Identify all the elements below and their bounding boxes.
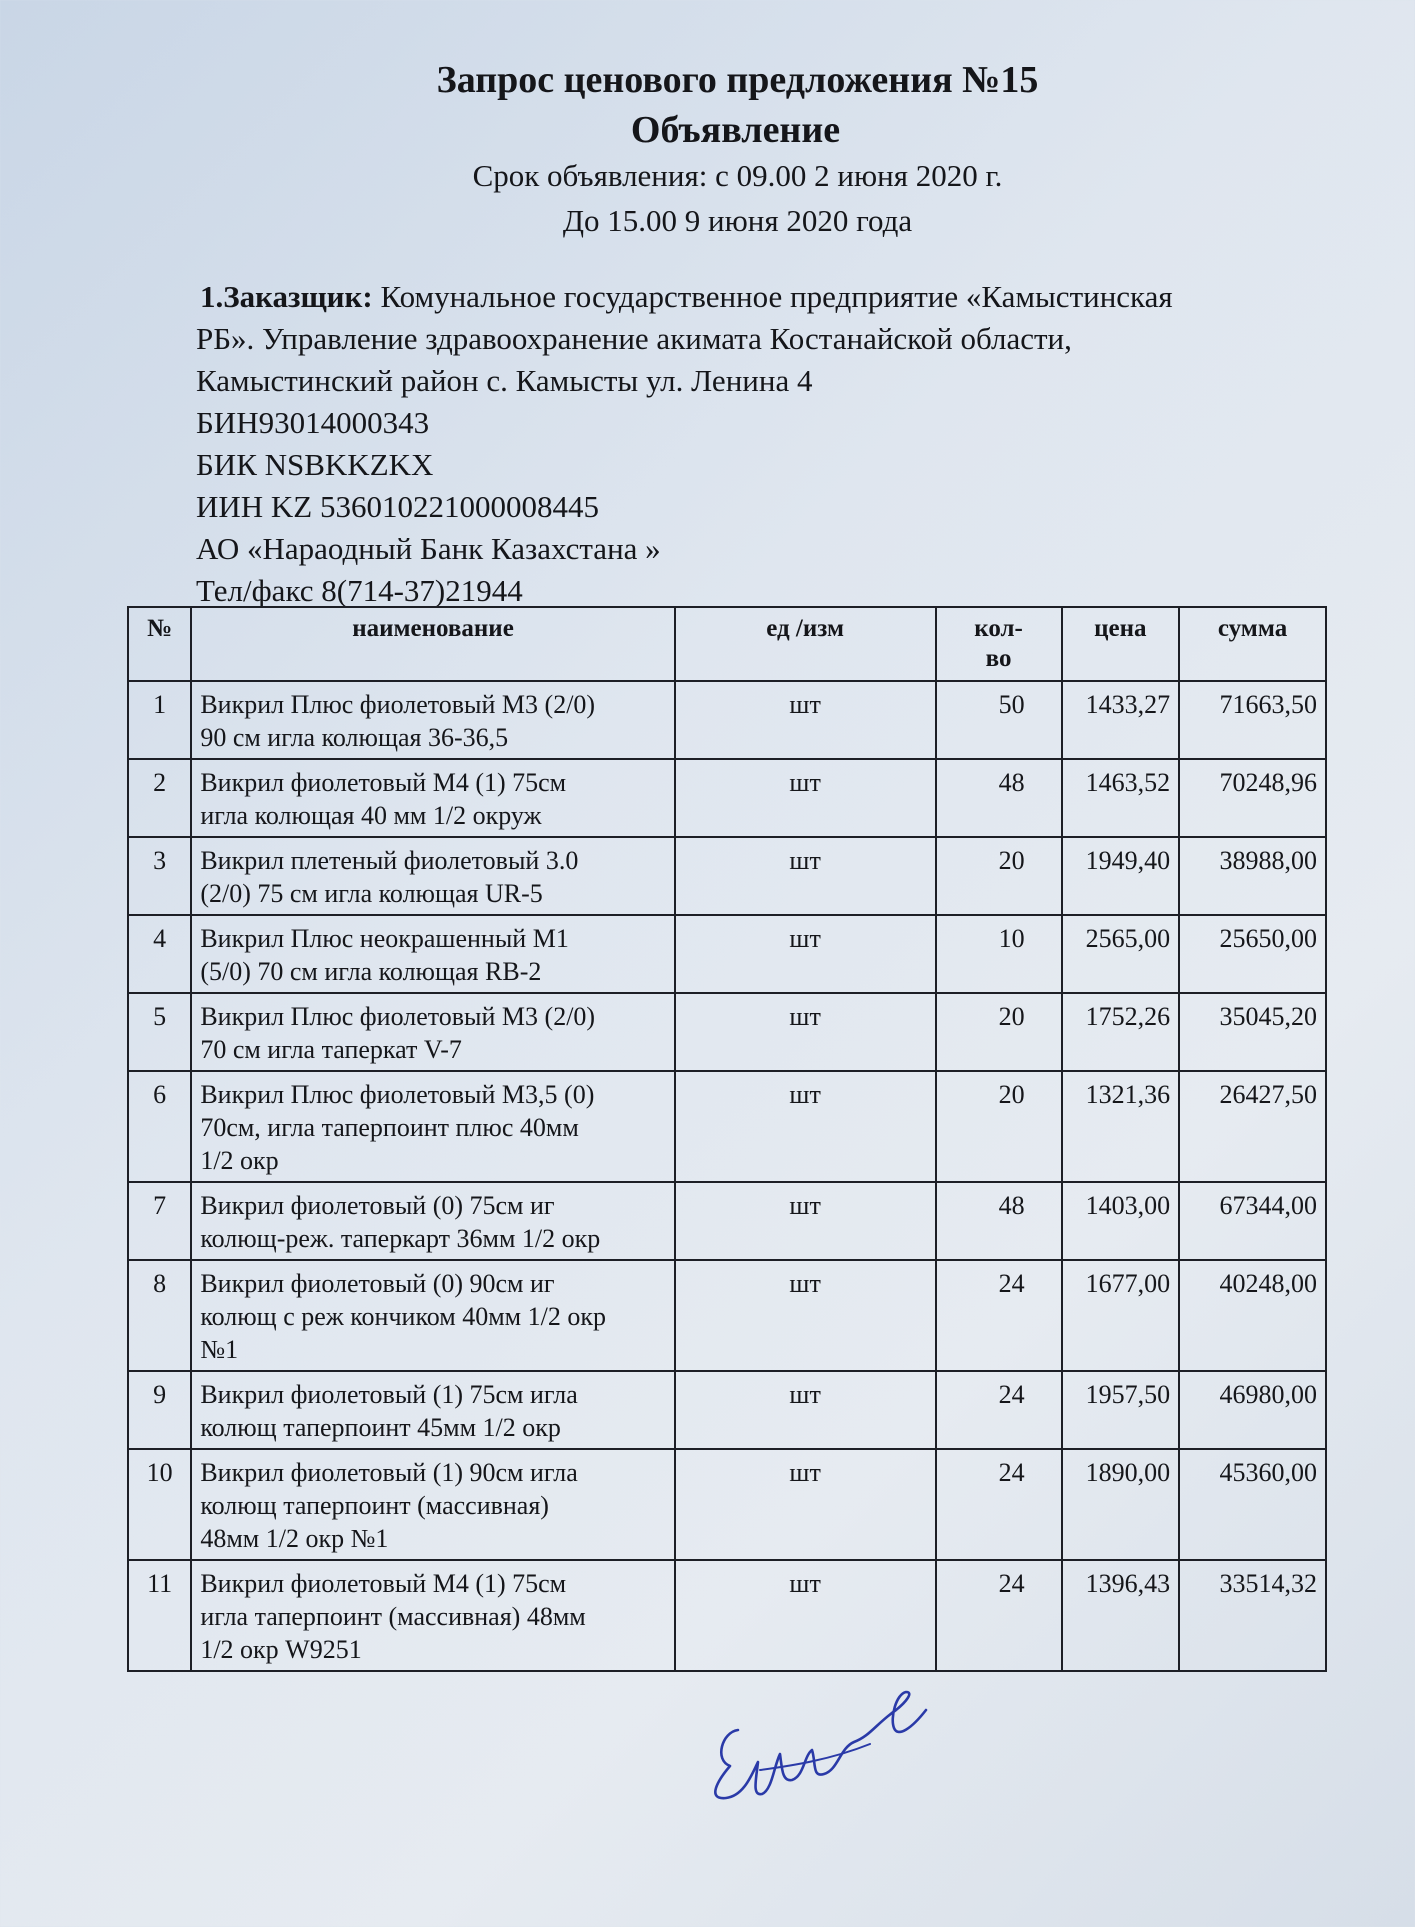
table-header-row <box>128 607 1326 681</box>
row-sum: 26427,50 <box>1179 1071 1326 1182</box>
row-unit: шт <box>675 759 936 837</box>
header-qty-line1: кол- <box>974 615 1023 642</box>
row-sum: 40248,00 <box>1179 1260 1326 1371</box>
row-name <box>191 1260 674 1371</box>
table-row <box>128 1449 1326 1560</box>
row-sum: 38988,00 <box>1179 837 1326 915</box>
row-number: 4 <box>128 915 191 993</box>
row-price: 1957,50 <box>1062 1371 1179 1449</box>
row-name-line: Викрил Плюс фиолетовый М3 (2/0) <box>200 1002 596 1031</box>
table-row <box>128 1071 1326 1182</box>
row-number: 1 <box>128 681 191 759</box>
row-name-line: Викрил Плюс фиолетовый М3,5 (0) <box>200 1080 595 1109</box>
row-name <box>191 759 674 837</box>
row-name-line: (2/0) 75 см игла колющая UR-5 <box>200 879 543 908</box>
row-name-line: Викрил Плюс фиолетовый М3 (2/0) <box>200 690 596 719</box>
row-name <box>191 1371 674 1449</box>
row-quantity: 24 <box>936 1371 1062 1449</box>
document-title: Запрос ценового предложения №15 <box>436 59 1039 101</box>
row-name-line: 70 см игла таперкат V-7 <box>200 1035 462 1064</box>
header-unit: ед /изм <box>675 607 936 681</box>
row-price: 1677,00 <box>1062 1260 1179 1371</box>
customer-phone: Тел/факс 8(714-37)21944 <box>196 573 523 608</box>
row-unit: шт <box>675 1182 936 1260</box>
row-name-line: Викрил Плюс неокрашенный М1 <box>200 924 569 953</box>
row-sum: 70248,96 <box>1179 759 1326 837</box>
row-quantity: 10 <box>936 915 1062 993</box>
row-price: 1321,36 <box>1062 1071 1179 1182</box>
row-name-line: Викрил фиолетовый М4 (1) 75см <box>200 768 567 797</box>
row-name <box>191 681 674 759</box>
row-name-line: Викрил фиолетовый (0) 75см иг <box>200 1191 555 1220</box>
row-name-line: игла таперпоинт (массивная) 48мм <box>200 1602 586 1631</box>
customer-label: 1.Заказщик: <box>200 279 373 314</box>
row-price: 1396,43 <box>1062 1560 1179 1671</box>
row-sum: 45360,00 <box>1179 1449 1326 1560</box>
header-sum: сумма <box>1179 607 1326 681</box>
header-qty <box>936 607 1062 681</box>
row-name-line: колющ с реж кончиком 40мм 1/2 окр <box>200 1302 606 1331</box>
row-sum: 25650,00 <box>1179 915 1326 993</box>
row-price: 1752,26 <box>1062 993 1179 1071</box>
row-name <box>191 1182 674 1260</box>
row-name-line: колющ таперпоинт (массивная) <box>200 1491 549 1520</box>
header-price: цена <box>1062 607 1179 681</box>
row-unit: шт <box>675 915 936 993</box>
table-row <box>128 837 1326 915</box>
row-name-line: 90 см игла колющая 36-36,5 <box>200 723 509 752</box>
items-table <box>127 606 1327 1672</box>
row-name <box>191 915 674 993</box>
table-row <box>128 681 1326 759</box>
row-name <box>191 1449 674 1560</box>
row-number: 11 <box>128 1560 191 1671</box>
row-sum: 67344,00 <box>1179 1182 1326 1260</box>
row-price: 1433,27 <box>1062 681 1179 759</box>
row-name-line: Викрил фиолетовый (0) 90см иг <box>200 1269 555 1298</box>
header-num: № <box>128 607 191 681</box>
row-price: 1949,40 <box>1062 837 1179 915</box>
row-price: 1463,52 <box>1062 759 1179 837</box>
row-name-line: 1/2 окр W9251 <box>200 1635 362 1664</box>
row-price: 1890,00 <box>1062 1449 1179 1560</box>
row-name-line: (5/0) 70 см игла колющая RB-2 <box>200 957 542 986</box>
row-name-line: Викрил фиолетовый (1) 75см игла <box>200 1380 578 1409</box>
table-row <box>128 759 1326 837</box>
table-row <box>128 1182 1326 1260</box>
row-number: 7 <box>128 1182 191 1260</box>
customer-bin: БИН93014000343 <box>196 405 430 440</box>
row-price: 1403,00 <box>1062 1182 1179 1260</box>
header-name: наименование <box>191 607 674 681</box>
row-quantity: 24 <box>936 1449 1062 1560</box>
row-name-line: №1 <box>200 1335 239 1364</box>
row-name <box>191 837 674 915</box>
items-table-body <box>128 681 1326 1671</box>
document-subtitle: Объявление <box>630 109 841 151</box>
customer-line-2: РБ». Управление здравоохранение акимата Костанайской области, <box>196 321 1072 356</box>
row-unit: шт <box>675 993 936 1071</box>
row-name <box>191 1560 674 1671</box>
customer-iin: ИИН KZ 536010221000008445 <box>196 489 599 524</box>
row-unit: шт <box>675 837 936 915</box>
row-sum: 46980,00 <box>1179 1371 1326 1449</box>
row-name-line: 70см, игла таперпоинт плюс 40мм <box>200 1113 579 1142</box>
row-sum: 33514,32 <box>1179 1560 1326 1671</box>
customer-block <box>196 276 1306 612</box>
row-name-line: 1/2 окр <box>200 1146 279 1175</box>
header-qty-line2: во <box>985 645 1012 672</box>
row-unit: шт <box>675 1371 936 1449</box>
row-number: 2 <box>128 759 191 837</box>
signature-image <box>700 1670 940 1820</box>
row-price: 2565,00 <box>1062 915 1179 993</box>
row-name-line: 48мм 1/2 окр №1 <box>200 1524 389 1553</box>
row-quantity: 50 <box>936 681 1062 759</box>
row-quantity: 20 <box>936 993 1062 1071</box>
row-name <box>191 1071 674 1182</box>
row-quantity: 24 <box>936 1260 1062 1371</box>
table-row <box>128 1560 1326 1671</box>
row-unit: шт <box>675 681 936 759</box>
deadline-from: Срок объявления: с 09.00 2 июня 2020 г. <box>472 158 1003 193</box>
table-row <box>128 915 1326 993</box>
row-name-line: Викрил фиолетовый М4 (1) 75см <box>200 1569 567 1598</box>
row-sum: 71663,50 <box>1179 681 1326 759</box>
row-name-line: колющ-реж. таперкарт 36мм 1/2 окр <box>200 1224 601 1253</box>
table-row <box>128 993 1326 1071</box>
customer-bank: АО «Нараодный Банк Казахстана » <box>196 531 661 566</box>
row-quantity: 48 <box>936 759 1062 837</box>
row-name-line: Викрил фиолетовый (1) 90см игла <box>200 1458 578 1487</box>
row-name-line: игла колющая 40 мм 1/2 окруж <box>200 801 542 830</box>
row-number: 8 <box>128 1260 191 1371</box>
row-quantity: 48 <box>936 1182 1062 1260</box>
table-row <box>128 1260 1326 1371</box>
customer-address: Камыстинский район с. Камысты ул. Ленина 4 <box>196 363 813 398</box>
row-quantity: 20 <box>936 1071 1062 1182</box>
row-unit: шт <box>675 1560 936 1671</box>
customer-bik: БИК NSBKKZKX <box>196 447 434 482</box>
row-quantity: 20 <box>936 837 1062 915</box>
row-name-line: Викрил плетеный фиолетовый 3.0 <box>200 846 579 875</box>
deadline-to: До 15.00 9 июня 2020 года <box>562 203 913 238</box>
row-sum: 35045,20 <box>1179 993 1326 1071</box>
row-number: 5 <box>128 993 191 1071</box>
row-unit: шт <box>675 1071 936 1182</box>
table-row <box>128 1371 1326 1449</box>
row-number: 6 <box>128 1071 191 1182</box>
row-number: 3 <box>128 837 191 915</box>
row-number: 10 <box>128 1449 191 1560</box>
row-name-line: колющ таперпоинт 45мм 1/2 окр <box>200 1413 561 1442</box>
row-unit: шт <box>675 1260 936 1371</box>
customer-line-1 <box>196 276 1306 318</box>
row-unit: шт <box>675 1449 936 1560</box>
row-number: 9 <box>128 1371 191 1449</box>
customer-name: Комунальное государственное предприятие «Камыстинская <box>372 279 1173 314</box>
row-quantity: 24 <box>936 1560 1062 1671</box>
row-name <box>191 993 674 1071</box>
